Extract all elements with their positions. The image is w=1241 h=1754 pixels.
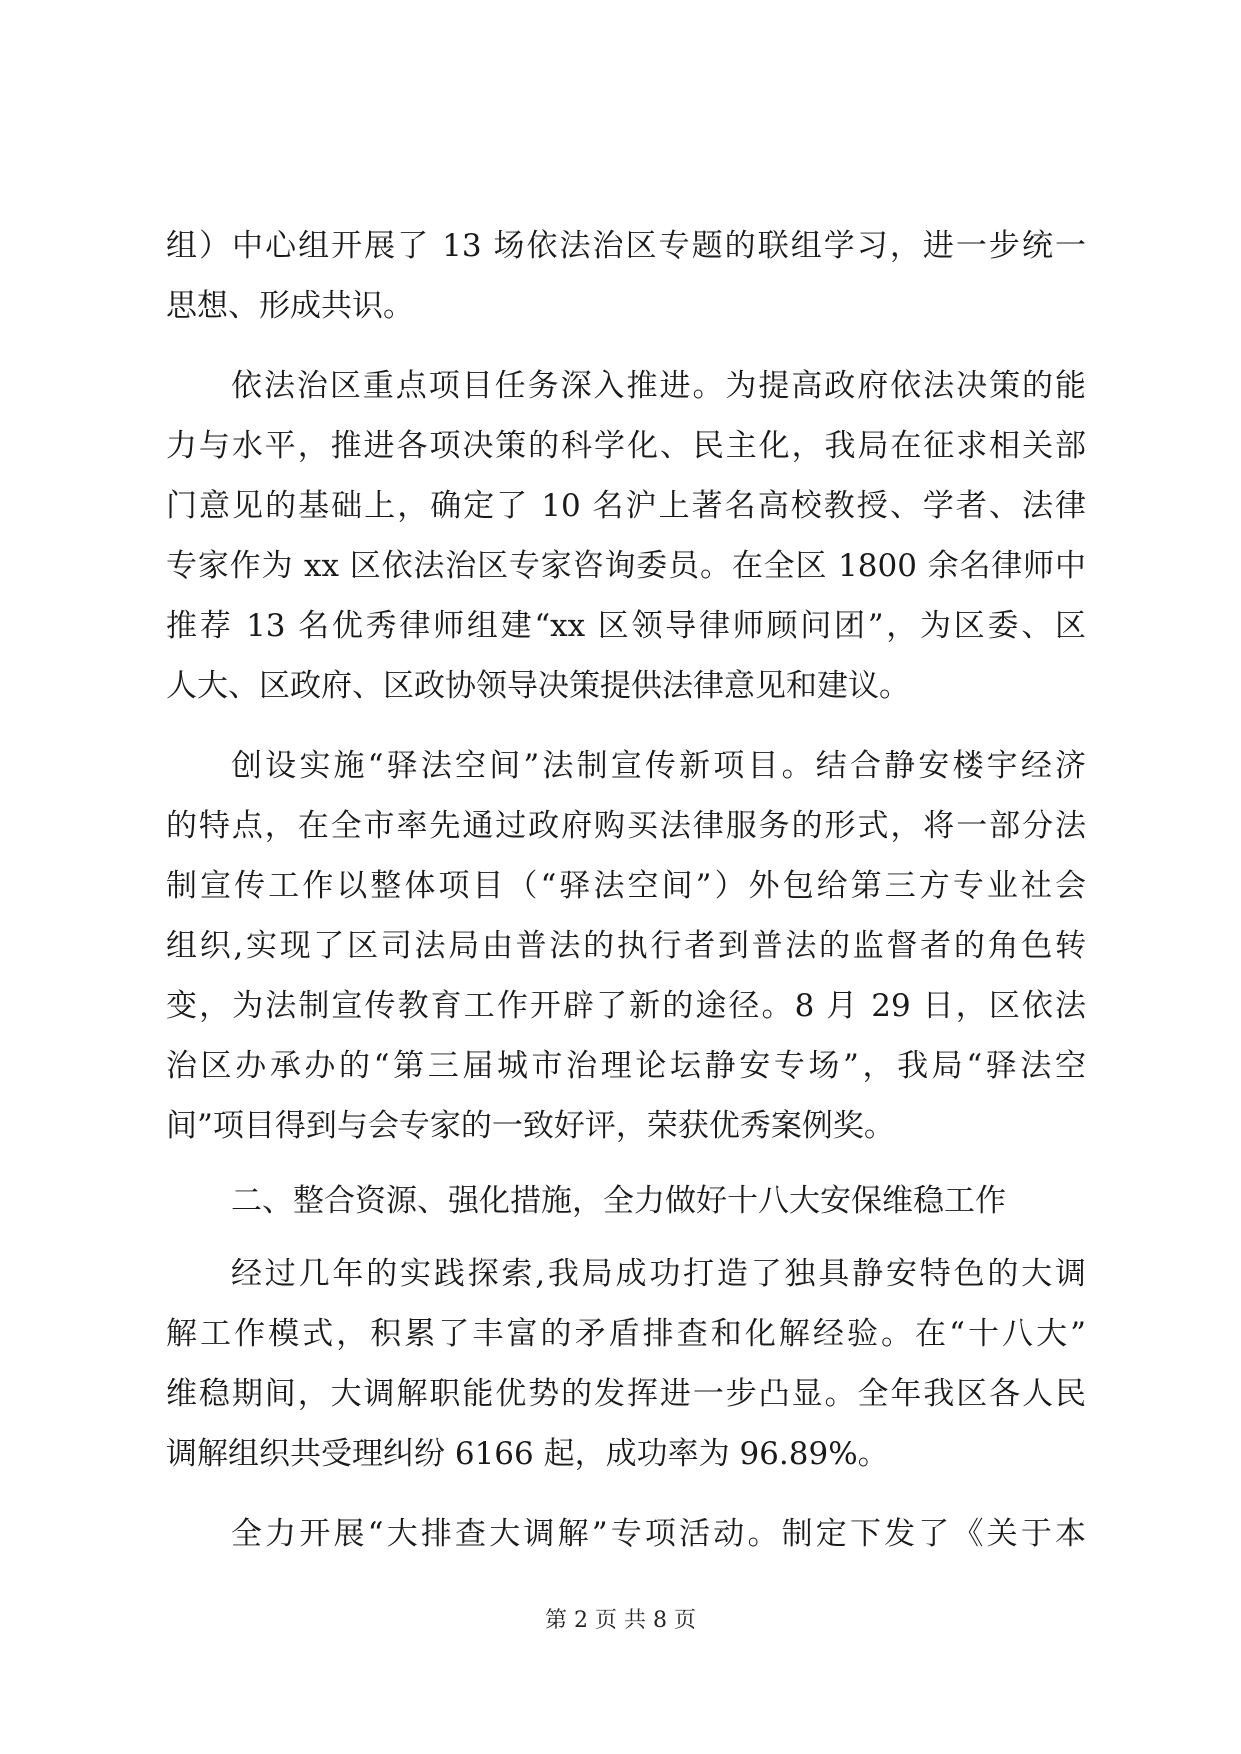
text-line-15: 间”项目得到与会专家的一致好评，荣获优秀案例奖。 <box>166 1108 895 1144</box>
text-line-10: 的特点，在全市率先通过政府购买法律服务的形式，将一部分法 <box>166 808 1086 844</box>
page-number-footer: 第 2 页 共 8 页 <box>545 1608 696 1633</box>
text-line-7: 推荐 13 名优秀律师组建“xx 区领导律师顾问团”，为区委、区 <box>166 608 1086 644</box>
text-line-14: 治区办承办的“第三届城市治理论坛静安专场”，我局“驿法空 <box>166 1048 1086 1084</box>
text-line-4: 力与水平，推进各项决策的科学化、民主化，我局在征求相关部 <box>166 428 1086 464</box>
text-line-18: 解工作模式，积累了丰富的矛盾排查和化解经验。在“十八大” <box>166 1316 1086 1352</box>
text-line-2: 思想、形成共识。 <box>166 288 414 324</box>
text-line-20: 调解组织共受理纠纷 6166 起，成功率为 96.89%。 <box>166 1436 889 1472</box>
text-line-13: 变，为法制宣传教育工作开辟了新的途径。8 月 29 日，区依法 <box>166 988 1086 1024</box>
text-line-11: 制宣传工作以整体项目（“驿法空间”）外包给第三方专业社会 <box>166 868 1086 904</box>
paragraph-start-line: 依法治区重点项目任务深入推进。为提高政府依法决策的能 <box>231 368 1086 404</box>
text-line-5: 门意见的基础上，确定了 10 名沪上著名高校教授、学者、法律 <box>166 488 1086 524</box>
text-line-1: 组）中心组开展了 13 场依法治区专题的联组学习，进一步统一 <box>166 228 1086 264</box>
text-line-12: 组织,实现了区司法局由普法的执行者到普法的监督者的角色转 <box>166 928 1086 964</box>
text-line-6: 专家作为 xx 区依法治区专家咨询委员。在全区 1800 余名律师中 <box>166 548 1086 584</box>
paragraph-start-line: 全力开展“大排查大调解”专项活动。制定下发了《关于本 <box>231 1516 1086 1552</box>
paragraph-start-line: 创设实施“驿法空间”法制宣传新项目。结合静安楼宇经济 <box>231 748 1086 784</box>
text-line-8: 人大、区政府、区政协领导决策提供法律意见和建议。 <box>166 668 910 704</box>
paragraph-start-line: 经过几年的实践探索,我局成功打造了独具静安特色的大调 <box>231 1256 1086 1292</box>
text-line-19: 维稳期间，大调解职能优势的发挥进一步凸显。全年我区各人民 <box>166 1376 1086 1412</box>
section-heading: 二、整合资源、强化措施，全力做好十八大安保维稳工作 <box>231 1183 1006 1219</box>
